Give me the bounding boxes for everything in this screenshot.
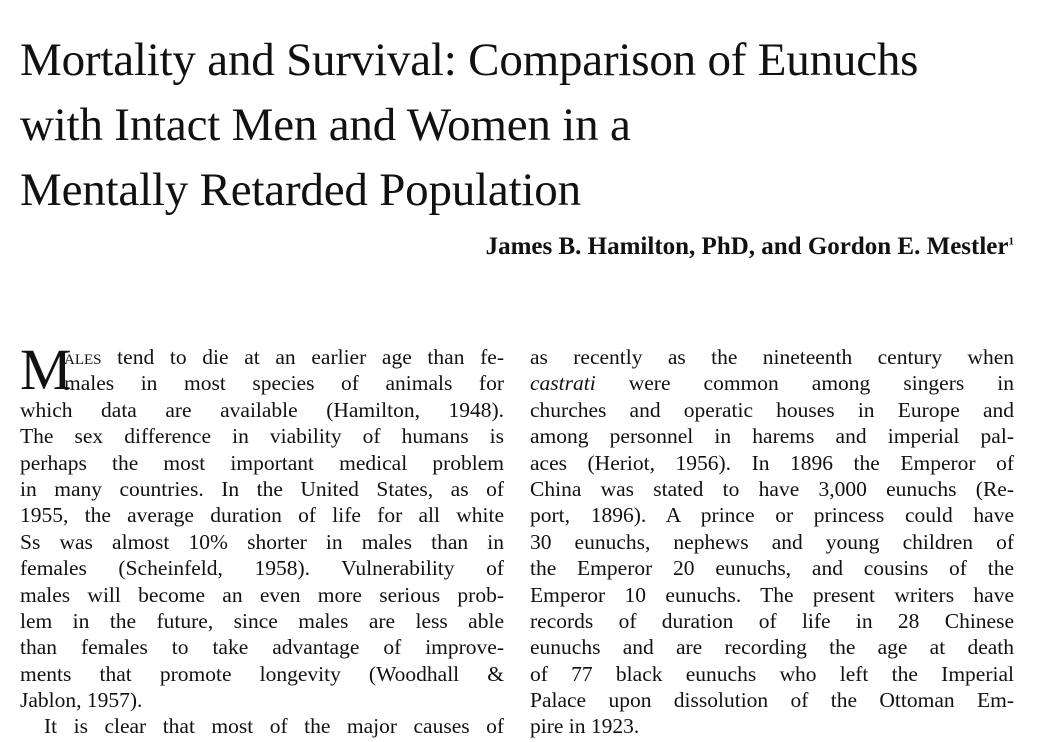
small-caps-lead: ales — [64, 345, 102, 369]
body-line: pire in 1923. — [530, 714, 640, 739]
body-line: Jablon, 1957). — [20, 688, 143, 713]
body-line: churches and operatic houses in Europe and — [530, 397, 1014, 422]
body-line: which data are available (Hamilton, 1948). — [20, 397, 504, 422]
body-line: It is clear that most of the major causes of — [44, 714, 504, 739]
right-column — [530, 344, 1014, 740]
body-line — [20, 344, 504, 370]
body-line — [530, 370, 1014, 396]
italic-term: castrati — [530, 371, 596, 396]
body-line: aces (Heriot, 1956). In 1896 the Emperor of — [530, 450, 1014, 475]
body-line: males in most species of animals for — [64, 371, 504, 396]
body-line: eunuchs and are recording the age at death — [530, 635, 1014, 660]
body-text: tend to die at an earlier age than fe- — [101, 345, 504, 369]
author-names: James B. Hamilton, PhD, and Gordon E. Mestler — [485, 233, 1009, 260]
body-line: of 77 black eunuchs who left the Imperial — [530, 661, 1014, 686]
body-line: 30 eunuchs, nephews and young children of — [530, 529, 1014, 554]
body-line: Ss was almost 10% shorter in males than in — [20, 529, 504, 554]
body-line: Palace upon dissolution of the Ottoman Em- — [530, 688, 1014, 713]
title-line: Mentally Retarded Population — [20, 164, 581, 216]
body-line: lem in the future, since males are less able — [20, 608, 504, 633]
body-line: port, 1896). A prince or princess could have — [530, 503, 1014, 528]
author-byline — [486, 233, 1014, 261]
left-column — [20, 337, 504, 740]
body-line: in many countries. In the United States, as of — [20, 476, 504, 501]
body-text: were common among singers in — [595, 371, 1014, 396]
body-line: females (Scheinfeld, 1958). Vulnerability of — [20, 556, 504, 581]
body-line: China was stated to have 3,000 eunuchs (Re- — [530, 476, 1014, 501]
author-footnote-marker: 1 — [1008, 235, 1014, 248]
title-line: with Intact Men and Women in a — [20, 99, 631, 151]
body-line: males will become an even more serious prob- — [20, 582, 504, 607]
body-line: Emperor 10 eunuchs. The present writers have — [530, 582, 1014, 607]
body-line: the Emperor 20 eunuchs, and cousins of the — [530, 556, 1014, 581]
drop-cap: M — [20, 337, 72, 402]
title-line: Mortality and Survival: Comparison of Eunuchs — [20, 34, 919, 86]
article-title — [20, 28, 1020, 223]
body-line: perhaps the most important medical problem — [20, 450, 504, 475]
body-line: records of duration of life in 28 Chinese — [530, 608, 1014, 633]
body-line: as recently as the nineteenth century when — [530, 345, 1014, 369]
body-line: among personnel in harems and imperial pal- — [530, 424, 1014, 449]
body-line: ments that promote longevity (Woodhall & — [20, 661, 504, 686]
body-line: 1955, the average duration of life for all white — [20, 503, 504, 528]
body-line: than females to take advantage of improve- — [20, 635, 504, 660]
body-line: The sex difference in viability of humans is — [20, 424, 504, 449]
